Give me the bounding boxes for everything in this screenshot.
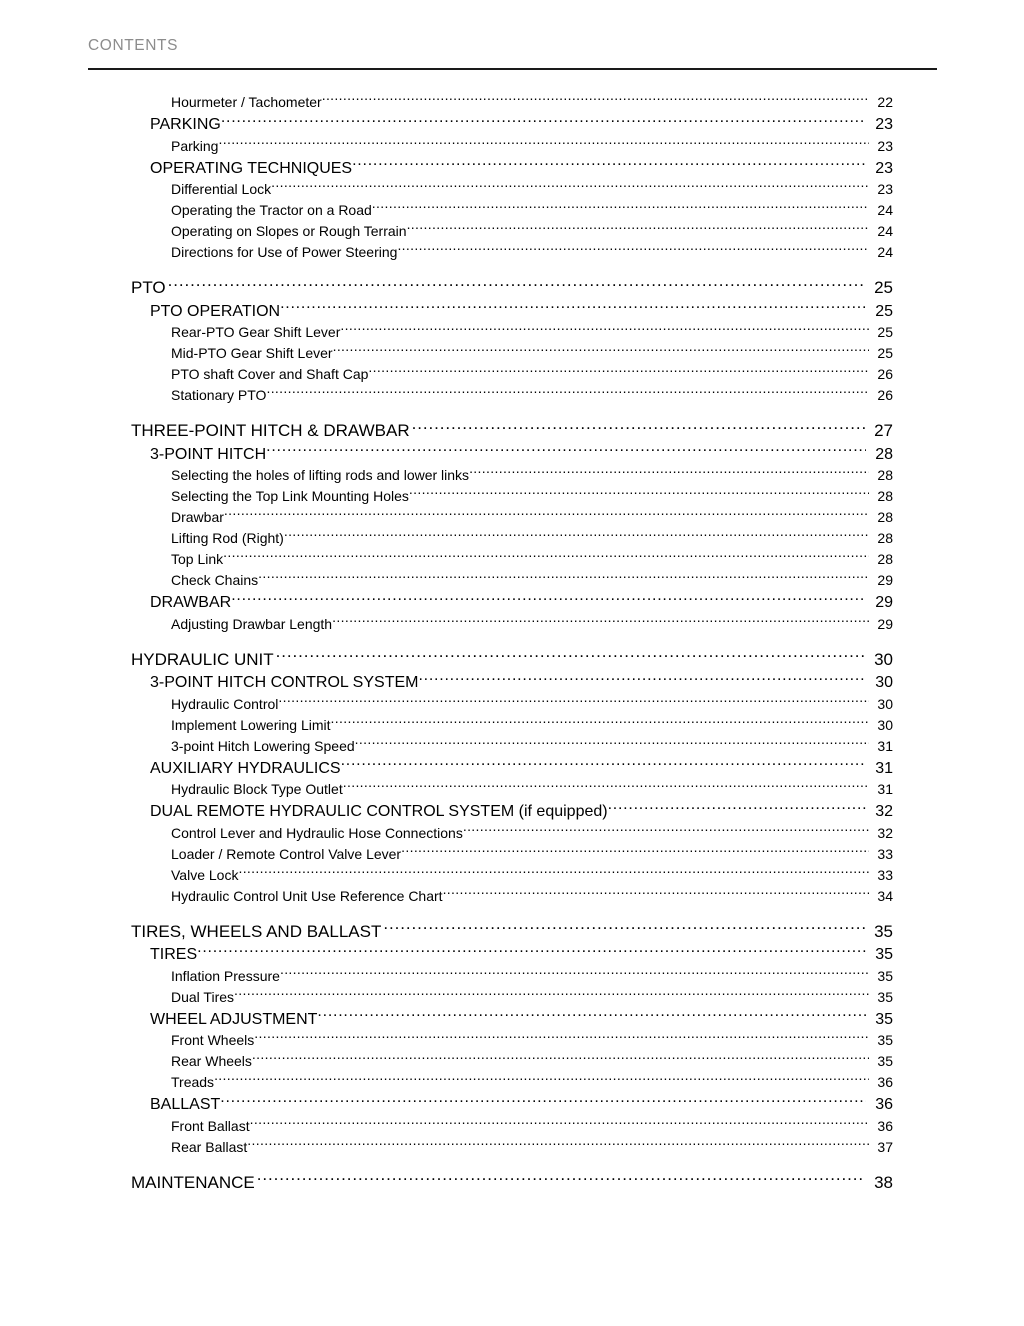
toc-entry-level-0[interactable]: [0, 419, 1024, 443]
dot-leader: [278, 695, 869, 709]
toc-entry-page-number: 23: [875, 116, 893, 133]
dot-leader: [224, 508, 869, 522]
toc-entry-title: DRAWBAR: [150, 594, 232, 611]
dot-leader: [407, 222, 869, 236]
toc-entry-title: Operating the Tractor on a Road: [171, 202, 372, 218]
dot-leader: [608, 800, 866, 816]
toc-entry-level-2[interactable]: [0, 715, 1024, 736]
dot-leader: [254, 1031, 869, 1045]
toc-entry-page-number: 35: [874, 921, 893, 941]
dot-leader: [266, 443, 866, 459]
toc-entry-page-number: 29: [877, 572, 893, 588]
toc-entry-page-number: 23: [877, 137, 893, 154]
toc-entry-level-2[interactable]: [0, 221, 1024, 242]
toc-entry-page-number: 28: [877, 530, 893, 546]
toc-entry-title: Hydraulic Block Type Outlet: [171, 781, 343, 797]
toc-entry-title: BALLAST: [150, 1096, 221, 1113]
toc-entry-page-number: 32: [877, 824, 893, 841]
toc-entry-title: Front Ballast: [171, 1117, 250, 1134]
toc-entry-page-number: 28: [877, 551, 893, 567]
dot-leader: [280, 967, 869, 981]
toc-entry-page-number: 24: [877, 223, 893, 239]
toc-entry-level-0[interactable]: [0, 1171, 1024, 1195]
dot-leader: [340, 323, 869, 337]
toc-entry-title: Check Chains: [171, 572, 259, 588]
toc-entry-page-number: 25: [877, 345, 893, 361]
toc-entry-title: Hourmeter / Tachometer: [171, 94, 322, 110]
toc-entry-page-number: 38: [874, 1172, 893, 1192]
toc-entry-level-2[interactable]: [0, 1030, 1024, 1051]
toc-entry-page-number: 26: [877, 366, 893, 382]
toc-entry-title: 3-point Hitch Lowering Speed: [171, 737, 355, 754]
dot-leader: [383, 920, 865, 937]
toc-entry-level-2[interactable]: [0, 242, 1024, 263]
toc-entry-page-number: 29: [875, 594, 893, 611]
dot-leader: [333, 344, 869, 358]
toc-entry-page-number: 34: [877, 887, 893, 904]
dot-leader: [412, 419, 865, 436]
dot-leader: [280, 300, 866, 316]
toc-entry-level-1[interactable]: [0, 443, 1024, 466]
toc-entry-page-number: 35: [875, 1010, 893, 1028]
dot-leader: [352, 157, 866, 173]
toc-entry-level-2[interactable]: [0, 570, 1024, 591]
dot-leader: [463, 824, 869, 838]
toc-entry-title: AUXILIARY HYDRAULICS: [150, 759, 341, 777]
toc-entry-page-number: 37: [877, 1138, 893, 1155]
toc-entry-page-number: 31: [877, 781, 893, 797]
toc-entry-level-2[interactable]: [0, 1051, 1024, 1072]
toc-entry-page-number: 30: [875, 674, 893, 691]
toc-entry-level-1[interactable]: [0, 157, 1024, 180]
dot-leader: [218, 137, 869, 151]
toc-entry-level-2[interactable]: [0, 136, 1024, 157]
dot-leader: [343, 780, 869, 794]
toc-entry-level-2[interactable]: [0, 779, 1024, 800]
toc-entry-page-number: 28: [877, 467, 893, 483]
toc-entry-page-number: 23: [877, 181, 893, 197]
toc-entry-title: Treads: [171, 1074, 215, 1090]
dot-leader: [234, 988, 869, 1002]
toc-entry-level-2[interactable]: [0, 200, 1024, 221]
dot-leader: [317, 1008, 866, 1024]
toc-entry-title: TIRES: [150, 946, 198, 963]
toc-entry-title: MAINTENANCE: [131, 1172, 255, 1192]
toc-entry-level-2[interactable]: [0, 528, 1024, 549]
toc-entry-level-0[interactable]: [0, 920, 1024, 944]
toc-entry-title: Top Link: [171, 551, 224, 567]
dot-leader: [341, 757, 866, 773]
toc-entry-title: PARKING: [150, 116, 221, 133]
dot-leader: [247, 1138, 869, 1152]
toc-entry-title: Rear-PTO Gear Shift Lever: [171, 324, 341, 340]
dot-leader: [168, 276, 865, 293]
toc-entry-level-2[interactable]: [0, 1072, 1024, 1093]
dot-leader: [257, 1171, 865, 1188]
toc-entry-level-2[interactable]: [0, 614, 1024, 635]
toc-entry-level-2[interactable]: [0, 1116, 1024, 1137]
toc-entry-level-2[interactable]: [0, 966, 1024, 987]
toc-entry-page-number: 23: [875, 159, 893, 177]
dot-leader: [266, 386, 869, 400]
toc-entry-page-number: 22: [877, 94, 893, 110]
dot-leader: [443, 887, 869, 901]
toc-entry-title: DUAL REMOTE HYDRAULIC CONTROL SYSTEM (if equipped): [150, 803, 608, 820]
toc-entry-title: Hydraulic Control Unit Use Reference Chart: [171, 887, 443, 904]
toc-entry-title: Adjusting Drawbar Length: [171, 615, 333, 632]
dot-leader: [409, 487, 869, 501]
toc-entry-page-number: 33: [877, 866, 893, 883]
dot-leader: [220, 1093, 866, 1109]
toc-entry-page-number: 30: [874, 649, 893, 669]
toc-entry-level-2[interactable]: [0, 987, 1024, 1008]
toc-entry-title: OPERATING TECHNIQUES: [150, 159, 353, 177]
toc-entry-level-2[interactable]: [0, 1137, 1024, 1158]
dot-leader: [418, 671, 866, 687]
toc-entry-title: PTO OPERATION: [150, 302, 281, 320]
dot-leader: [231, 591, 866, 607]
toc-entry-title: HYDRAULIC UNIT: [131, 649, 274, 669]
dot-leader: [331, 716, 869, 730]
dot-leader: [223, 550, 869, 564]
toc-entry-title: Selecting the holes of lifting rods and lower links: [171, 467, 470, 483]
toc-entry-title: Rear Wheels: [171, 1053, 252, 1069]
dot-leader: [214, 1073, 869, 1087]
toc-entry-title: Selecting the Top Link Mounting Holes: [171, 488, 409, 504]
toc-entry-level-2[interactable]: [0, 322, 1024, 343]
toc-entry-level-2[interactable]: [0, 865, 1024, 886]
toc-entry-level-1[interactable]: [0, 757, 1024, 780]
toc-entry-level-0[interactable]: [0, 276, 1024, 300]
dot-leader: [250, 1117, 869, 1131]
toc-entry-level-1[interactable]: [0, 300, 1024, 323]
toc-entry-page-number: 36: [877, 1074, 893, 1090]
section-gap: [0, 1158, 1024, 1171]
dot-leader: [368, 365, 869, 379]
section-gap: [0, 406, 1024, 419]
dot-leader: [197, 943, 866, 959]
toc-entry-page-number: 30: [877, 716, 893, 733]
toc-entry-level-2[interactable]: [0, 343, 1024, 364]
toc-entry-title: 3-POINT HITCH: [150, 445, 267, 463]
toc-entry-level-2[interactable]: [0, 549, 1024, 570]
toc-entry-level-2[interactable]: [0, 736, 1024, 757]
dot-leader: [469, 466, 869, 480]
toc-entry-level-2[interactable]: [0, 179, 1024, 200]
toc-entry-title: PTO: [131, 278, 166, 297]
toc-entry-page-number: 35: [877, 988, 893, 1005]
section-gap: [0, 635, 1024, 648]
toc-entry-level-2[interactable]: [0, 507, 1024, 528]
dot-leader: [372, 201, 869, 215]
toc-entry-title: Directions for Use of Power Steering: [171, 244, 398, 260]
toc-entry-level-1[interactable]: [0, 671, 1024, 694]
dot-leader: [258, 571, 869, 585]
dot-leader: [252, 1052, 869, 1066]
toc-entry-level-1[interactable]: [0, 943, 1024, 966]
section-gap: [0, 907, 1024, 920]
toc-entry-page-number: 35: [877, 1032, 893, 1048]
header-divider: [88, 68, 937, 70]
toc-entry-title: TIRES, WHEELS AND BALLAST: [131, 921, 382, 941]
section-gap: [0, 263, 1024, 276]
toc-entry-title: Parking: [171, 137, 219, 154]
toc-entry-level-2[interactable]: [0, 92, 1024, 113]
dot-leader: [221, 113, 866, 129]
toc-entry-page-number: 35: [877, 967, 893, 984]
toc-entry-level-1[interactable]: [0, 113, 1024, 136]
toc-entry-page-number: 32: [875, 803, 893, 820]
toc-entry-level-1[interactable]: [0, 1008, 1024, 1031]
toc-entry-title: Differential Lock: [171, 181, 272, 197]
toc-entry-title: WHEEL ADJUSTMENT: [150, 1010, 318, 1028]
toc-entry-title: Implement Lowering Limit: [171, 716, 331, 733]
dot-leader: [355, 737, 869, 751]
toc-entry-level-0[interactable]: [0, 648, 1024, 672]
toc-entry-title: Stationary PTO: [171, 387, 267, 403]
toc-entry-level-2[interactable]: [0, 465, 1024, 486]
toc-entry-level-2[interactable]: [0, 844, 1024, 865]
toc-entry-page-number: 31: [877, 737, 893, 754]
dot-leader: [401, 845, 869, 859]
dot-leader: [276, 648, 865, 665]
toc-entry-title: Rear Ballast: [171, 1138, 248, 1155]
dot-leader: [322, 93, 869, 107]
toc-entry-page-number: 36: [877, 1117, 893, 1134]
toc-entry-title: Dual Tires: [171, 988, 235, 1005]
page-header: [88, 36, 938, 56]
toc-entry-page-number: 25: [875, 302, 893, 320]
toc-entry-level-1[interactable]: [0, 800, 1024, 823]
page-title: CONTENTS: [88, 37, 179, 54]
toc-entry-page-number: 31: [875, 759, 893, 777]
toc-entry-page-number: 33: [877, 845, 893, 862]
toc-entry-title: 3-POINT HITCH CONTROL SYSTEM: [150, 674, 419, 691]
toc-entry-title: PTO shaft Cover and Shaft Cap: [171, 366, 369, 382]
dot-leader: [332, 615, 869, 629]
dot-leader: [238, 866, 869, 880]
toc-entry-page-number: 28: [875, 445, 893, 463]
toc-entry-page-number: 28: [877, 488, 893, 504]
toc-entry-page-number: 25: [874, 278, 893, 297]
dot-leader: [284, 529, 869, 543]
toc-entry-title: THREE-POINT HITCH & DRAWBAR: [131, 421, 410, 440]
toc-entry-title: Operating on Slopes or Rough Terrain: [171, 223, 407, 239]
toc-entry-level-2[interactable]: [0, 823, 1024, 844]
toc-entry-level-2[interactable]: [0, 694, 1024, 715]
toc-entry-title: Lifting Rod (Right): [171, 530, 284, 546]
toc-entry-page-number: 26: [877, 387, 893, 403]
toc-entry-page-number: 24: [877, 244, 893, 260]
table-of-contents: [0, 92, 1024, 1194]
toc-entry-level-1[interactable]: [0, 591, 1024, 614]
toc-entry-title: Mid-PTO Gear Shift Lever: [171, 345, 333, 361]
toc-entry-level-2[interactable]: [0, 364, 1024, 385]
toc-entry-level-2[interactable]: [0, 486, 1024, 507]
toc-entry-page-number: 24: [877, 202, 893, 218]
toc-entry-title: Drawbar: [171, 509, 224, 525]
toc-entry-title: Hydraulic Control: [171, 695, 279, 712]
toc-entry-page-number: 29: [877, 615, 893, 632]
dot-leader: [397, 243, 869, 257]
toc-entry-title: Valve Lock: [171, 866, 239, 883]
toc-entry-page-number: 25: [877, 324, 893, 340]
toc-entry-level-1[interactable]: [0, 1093, 1024, 1116]
toc-entry-title: Front Wheels: [171, 1032, 255, 1048]
dot-leader: [271, 180, 869, 194]
toc-entry-page-number: 35: [877, 1053, 893, 1069]
toc-entry-page-number: 27: [874, 421, 893, 440]
toc-entry-title: Loader / Remote Control Valve Lever: [171, 845, 402, 862]
toc-entry-title: Control Lever and Hydraulic Hose Connections: [171, 824, 463, 841]
toc-entry-page-number: 30: [877, 695, 893, 712]
toc-entry-page-number: 28: [877, 509, 893, 525]
toc-entry-level-2[interactable]: [0, 385, 1024, 406]
toc-entry-title: Inflation Pressure: [171, 967, 280, 984]
toc-entry-page-number: 36: [875, 1096, 893, 1113]
toc-entry-page-number: 35: [875, 946, 893, 963]
toc-entry-level-2[interactable]: [0, 886, 1024, 907]
